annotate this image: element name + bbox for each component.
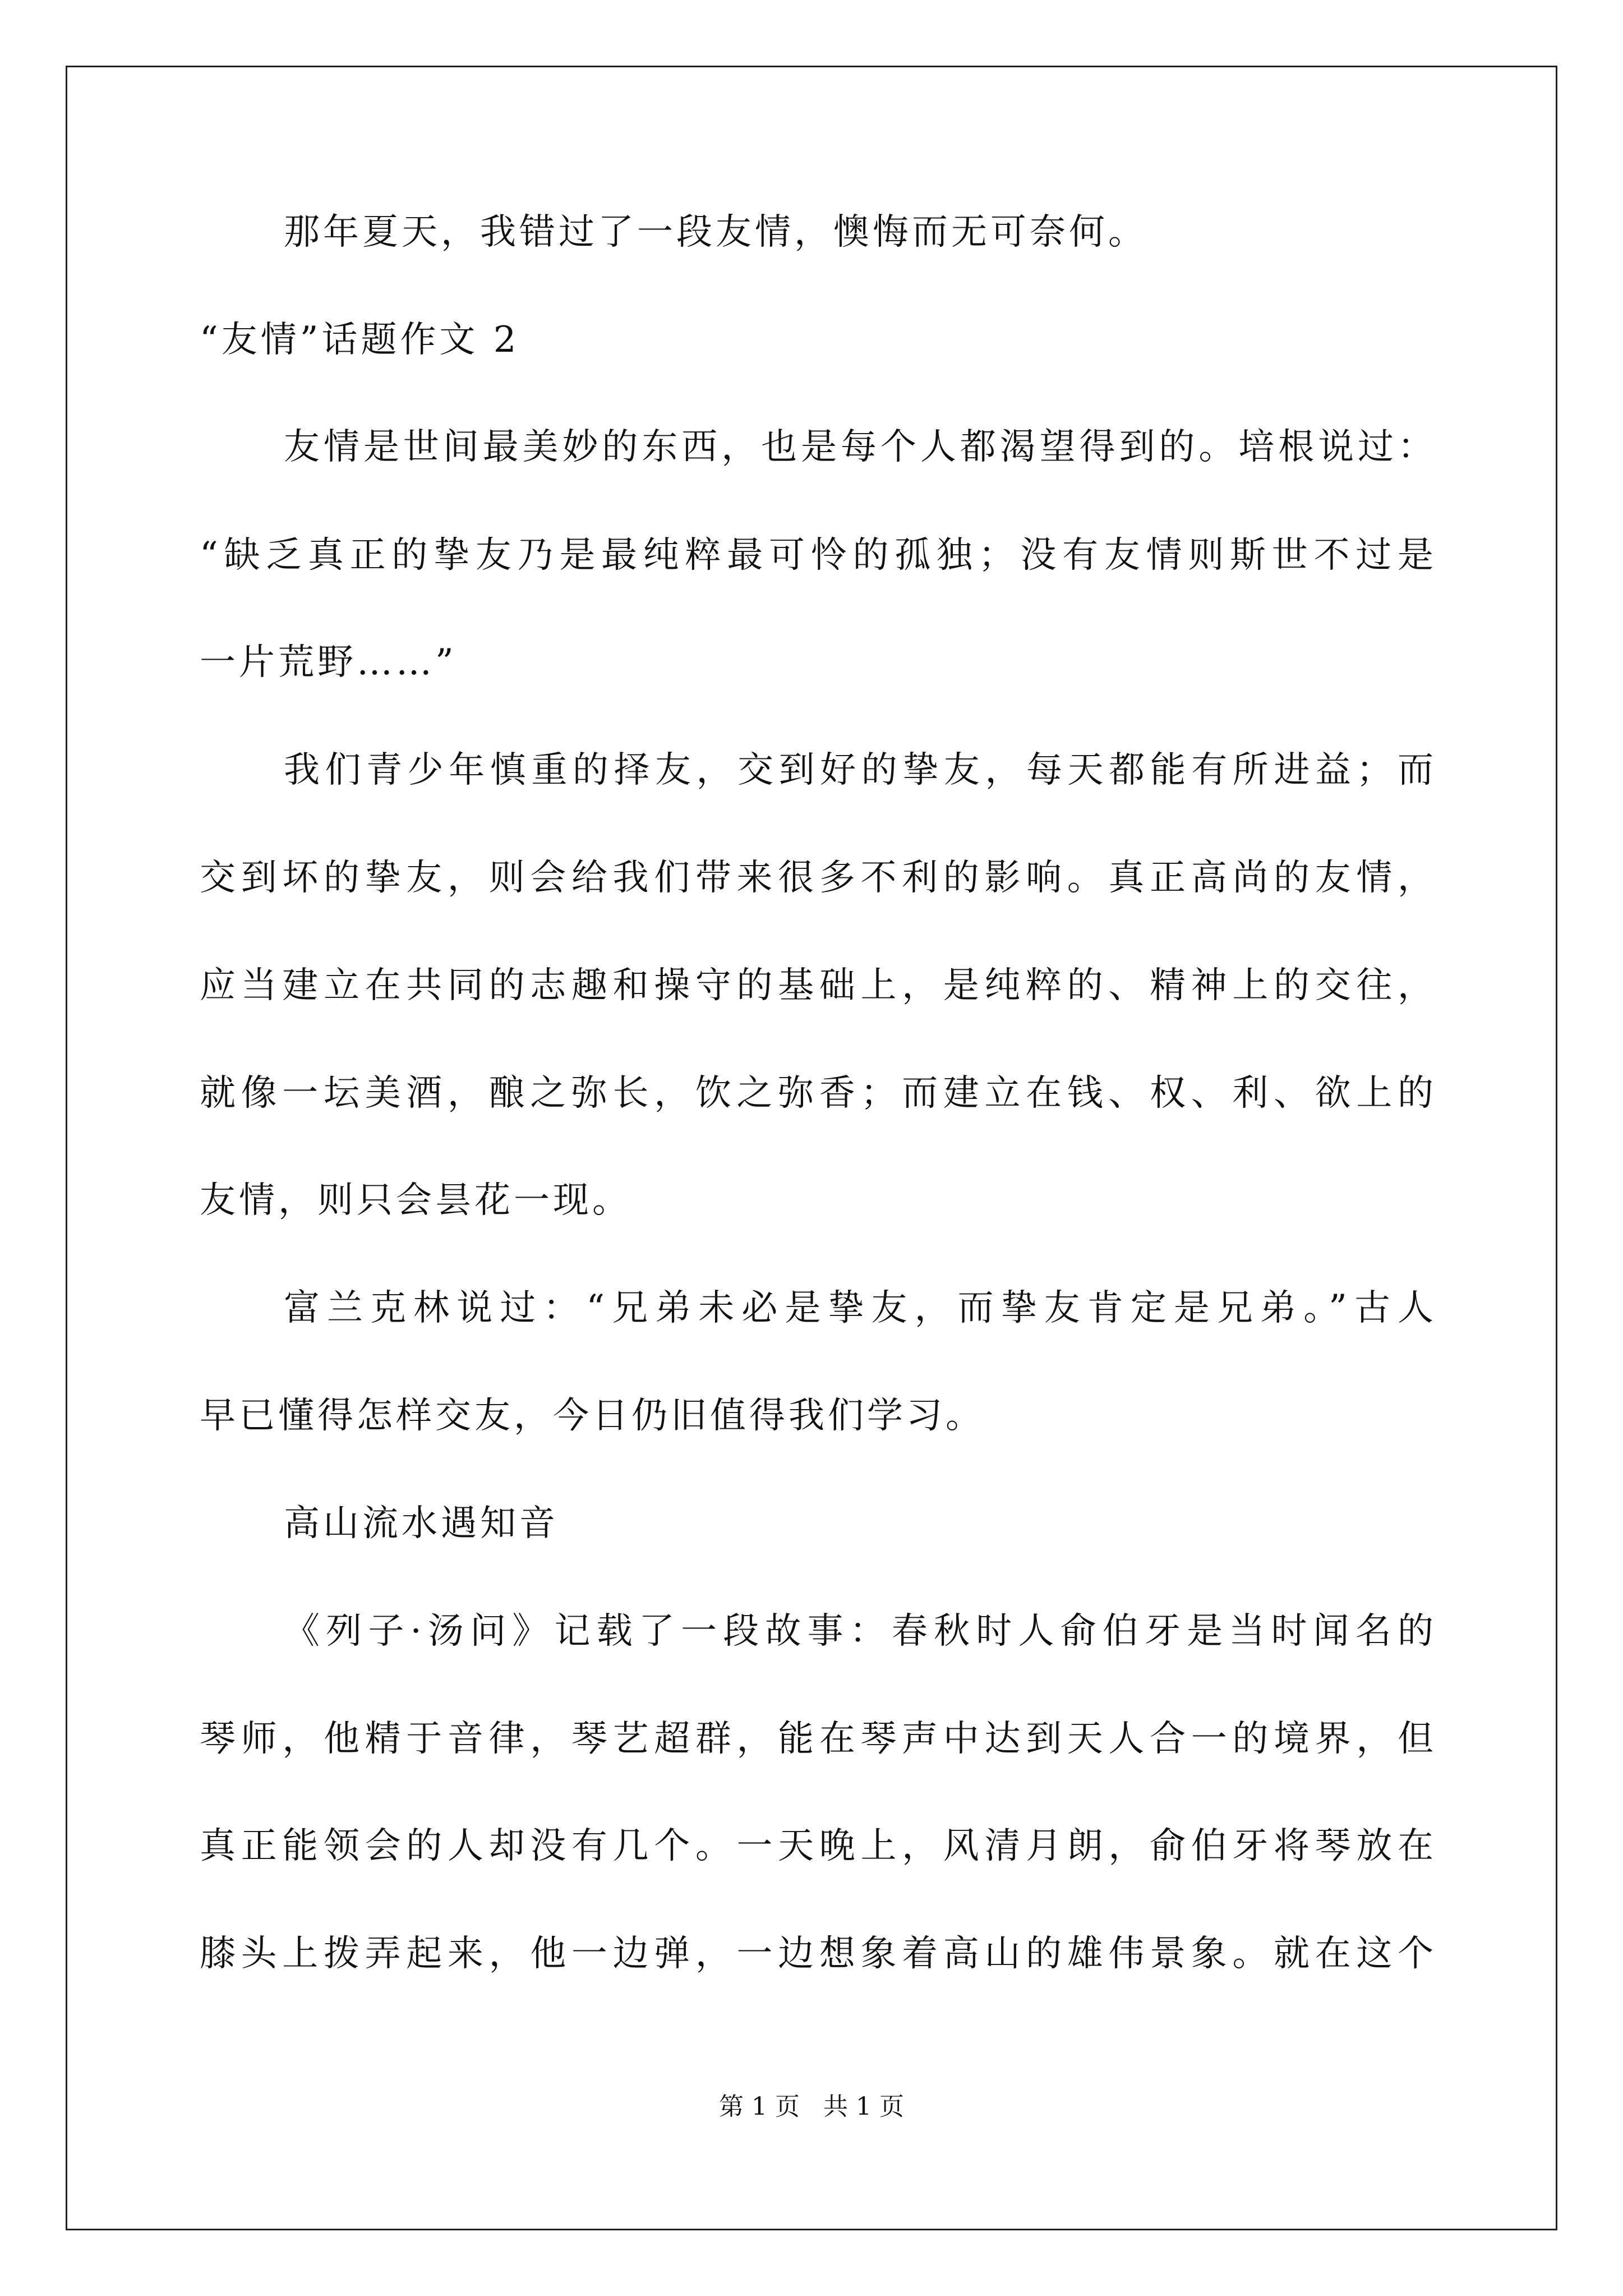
text-line: 那年夏天，我错过了一段友情，懊悔而无可奈何。	[284, 211, 1147, 253]
text-line: 友情是世间最美妙的东西，也是每个人都渴望得到的。培根说过：	[284, 426, 1433, 468]
text-line: 《列子·汤问》记载了一段故事：春秋时人俞伯牙是当时闻名的	[284, 1611, 1433, 1652]
text-line: 交到坏的挚友，则会给我们带来很多不利的影响。真正高尚的友情，	[200, 857, 1433, 899]
text-line: 就像一坛美酒，酿之弥长，饮之弥香；而建立在钱、权、利、欲上的	[200, 1073, 1433, 1114]
text-line: “缺乏真正的挚友乃是最纯粹最可怜的孤独；没有友情则斯世不过是	[200, 535, 1433, 576]
text-line: 应当建立在共同的志趣和操守的基础上，是纯粹的、精神上的交往，	[200, 965, 1433, 1006]
subheading: 高山流水遇知音	[284, 1503, 559, 1544]
text-line: 一片荒野……”	[200, 642, 457, 683]
text-line: 琴师，他精于音律，琴艺超群，能在琴声中达到天人合一的境界，但	[200, 1718, 1433, 1760]
text-line: 富兰克林说过：“兄弟未必是挚友，而挚友肯定是兄弟。”古人	[284, 1287, 1433, 1329]
text-line: 真正能领会的人却没有几个。一天晚上，风清月朗，俞伯牙将琴放在	[200, 1825, 1433, 1867]
page-footer: 第 1 页 共 1 页	[719, 2092, 904, 2121]
text-line: 我们青少年慎重的择友，交到好的挚友，每天都能有所进益；而	[284, 749, 1433, 791]
heading: “友情”话题作文 2	[200, 319, 520, 361]
text-line: 早已懂得怎样交友，今日仍旧值得我们学习。	[200, 1395, 985, 1437]
text-line: 友情，则只会昙花一现。	[200, 1180, 631, 1221]
page-border	[66, 66, 1557, 2230]
text-line: 膝头上拨弄起来，他一边弹，一边想象着高山的雄伟景象。就在这个	[200, 1933, 1433, 1975]
